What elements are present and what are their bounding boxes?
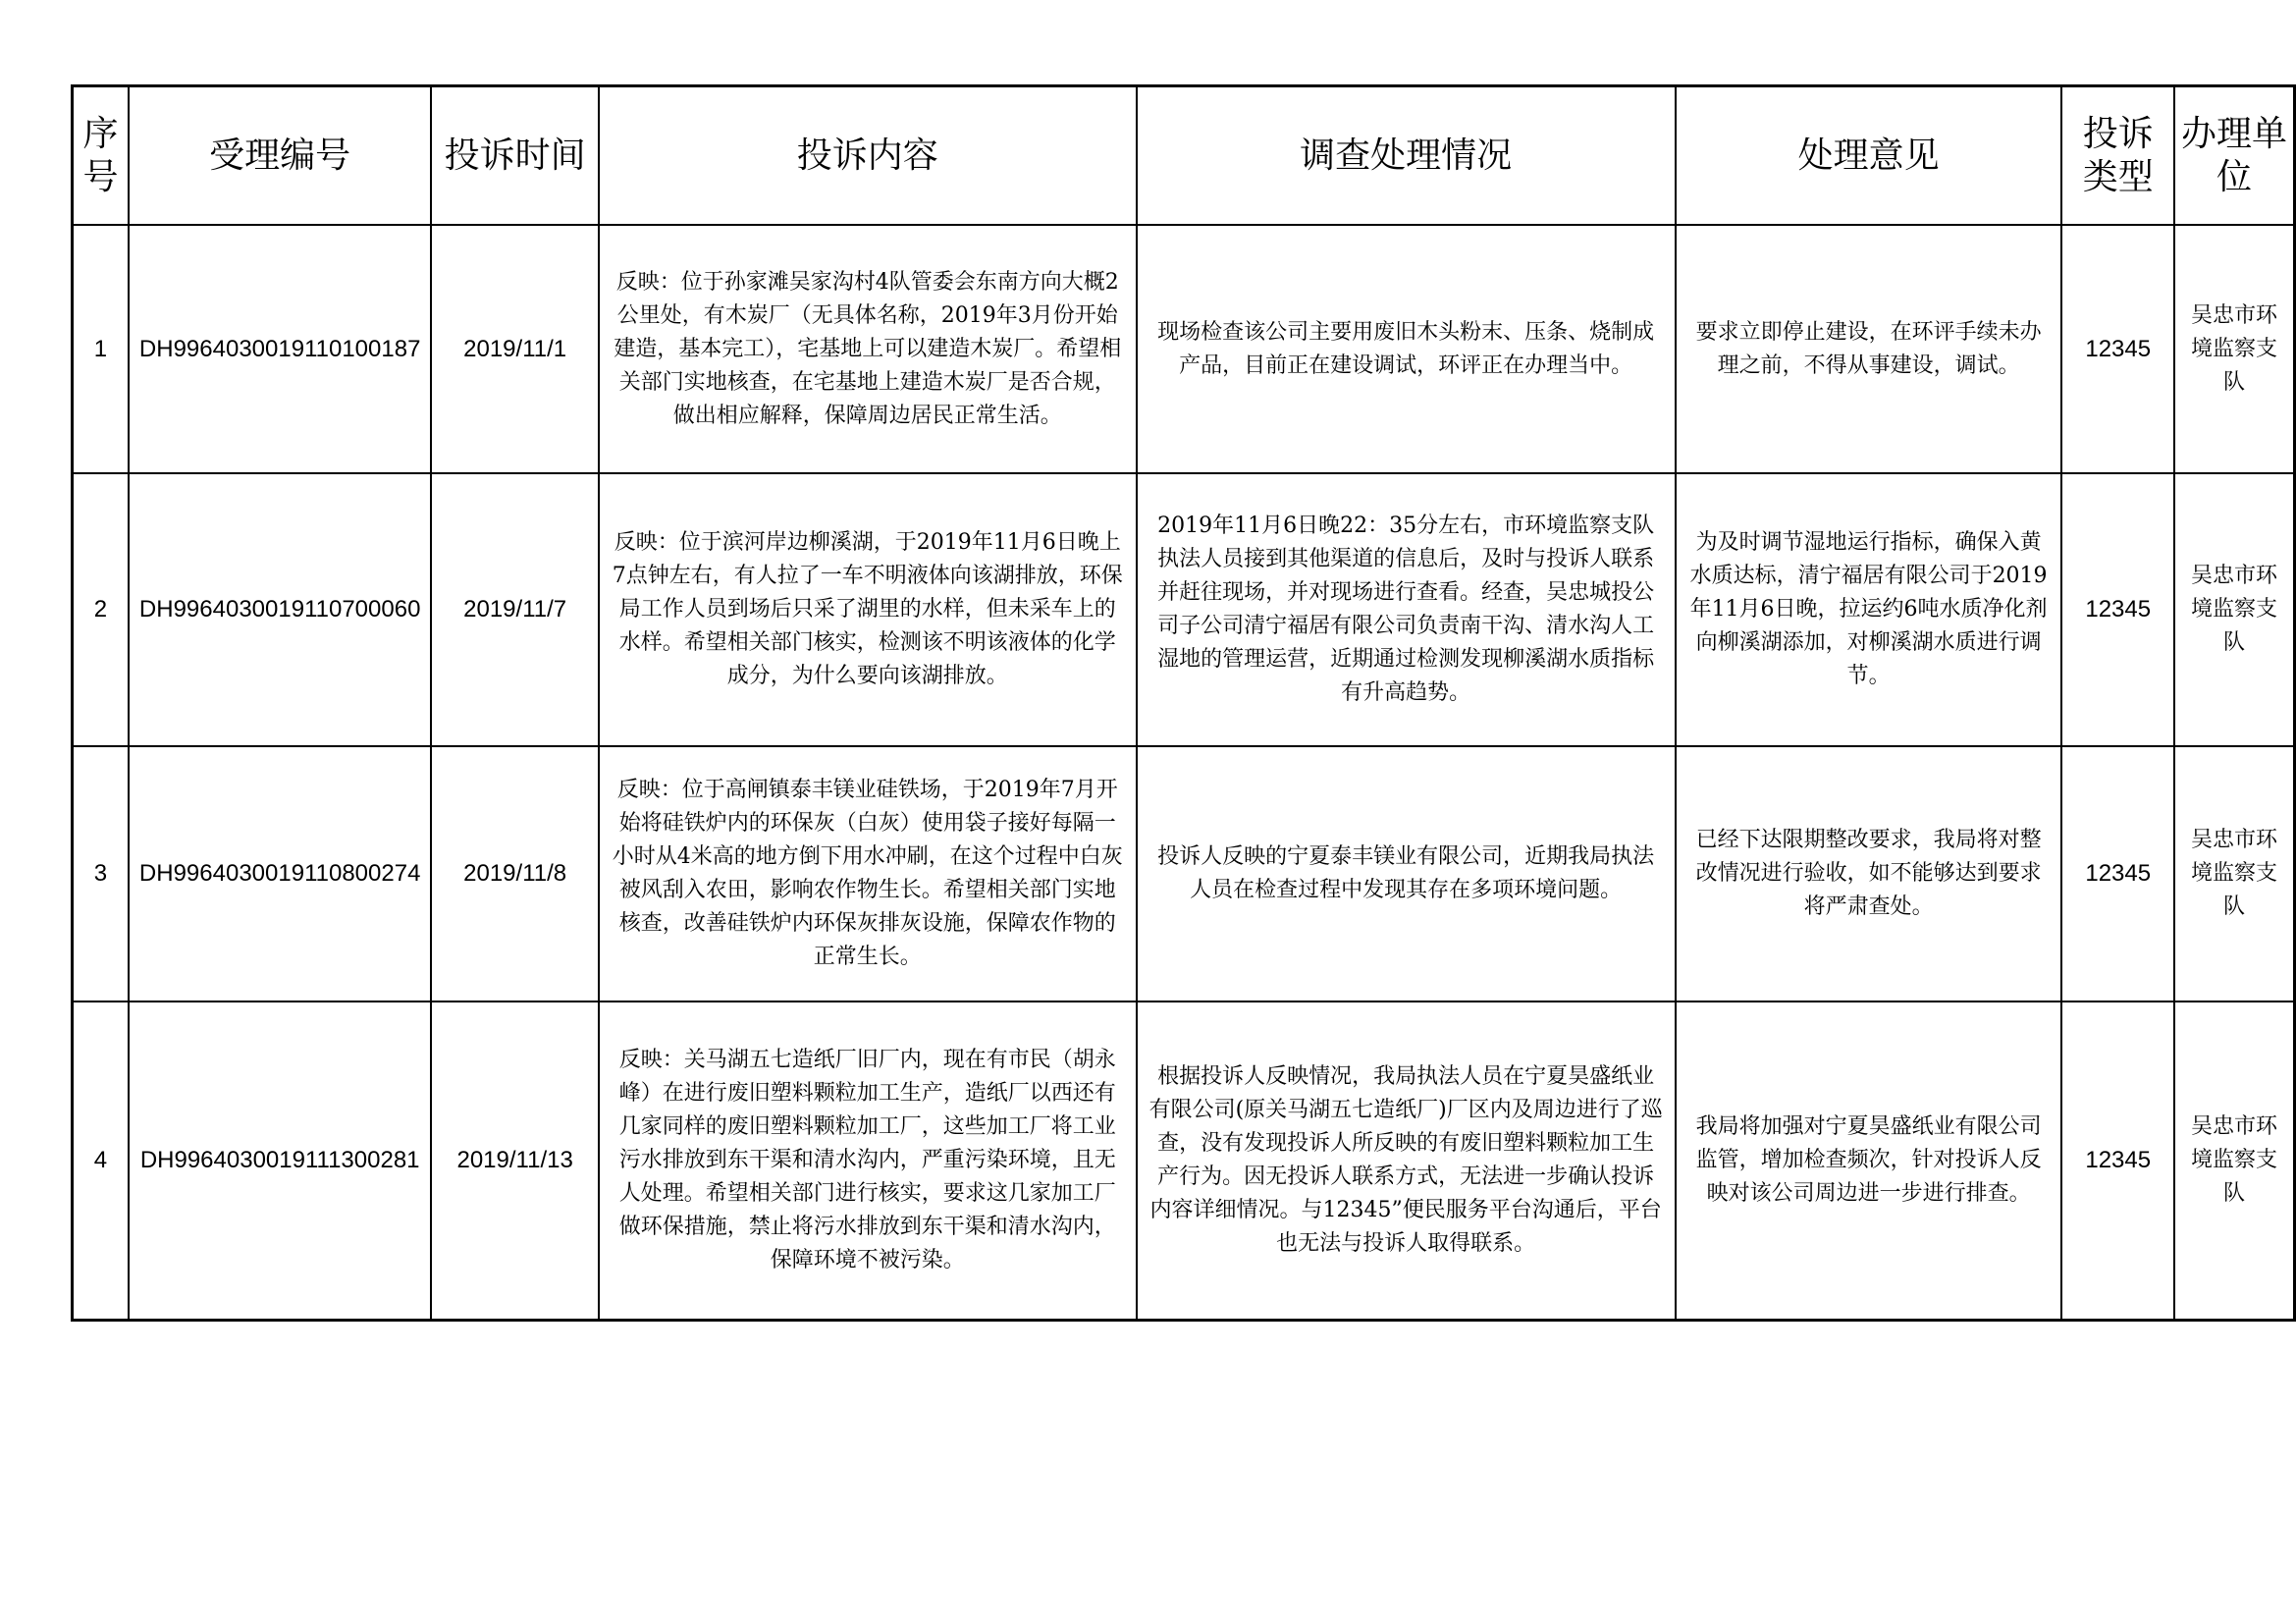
cell-time: 2019/11/7 [431, 473, 598, 746]
cell-opinion: 我局将加强对宁夏昊盛纸业有限公司监管，增加检查频次，针对投诉人反映对该公司周边进一步进行排查。 [1676, 1001, 2062, 1321]
cell-id: DH9964030019110800274 [129, 746, 432, 1001]
cell-investigation: 投诉人反映的宁夏泰丰镁业有限公司，近期我局执法人员在检查过程中发现其存在多项环境问题。 [1137, 746, 1676, 1001]
cell-investigation: 2019年11月6日晚22：35分左右，市环境监察支队执法人员接到其他渠道的信息后，及时与投诉人联系并赶往现场，并对现场进行查看。经查，吴忠城投公司子公司清宁福居有限公司负责南干沟、清水沟人工湿地的管理运营，近期通过检测发现柳溪湖水质指标有升高趋势。 [1137, 473, 1676, 746]
cell-id: DH9964030019110100187 [129, 225, 432, 473]
header-unit: 办理单位 [2174, 86, 2294, 226]
header-opinion: 处理意见 [1676, 86, 2062, 226]
table-row [73, 225, 2295, 473]
cell-seq: 4 [73, 1001, 129, 1321]
cell-type: 12345 [2061, 1001, 2174, 1321]
cell-unit: 吴忠市环境监察支队 [2174, 225, 2294, 473]
cell-type: 12345 [2061, 473, 2174, 746]
header-content: 投诉内容 [599, 86, 1137, 226]
cell-content: 反映：位于高闸镇泰丰镁业硅铁场，于2019年7月开始将硅铁炉内的环保灰（白灰）使用袋子接好每隔一小时从4米高的地方倒下用水冲刷，在这个过程中白灰被风刮入农田，影响农作物生长。希望相关部门实地核查，改善硅铁炉内环保灰排灰设施，保障农作物的正常生长。 [599, 746, 1137, 1001]
complaint-table-container [71, 84, 2296, 1322]
cell-content: 反映：关马湖五七造纸厂旧厂内，现在有市民（胡永峰）在进行废旧塑料颗粒加工生产，造纸厂以西还有几家同样的废旧塑料颗粒加工厂，这些加工厂将工业污水排放到东干渠和清水沟内，严重污染环境，且无人处理。希望相关部门进行核实，要求这几家加工厂做环保措施，禁止将污水排放到东干渠和清水沟内，保障环境不被污染。 [599, 1001, 1137, 1321]
complaint-table [71, 84, 2296, 1322]
cell-seq: 3 [73, 746, 129, 1001]
cell-type: 12345 [2061, 746, 2174, 1001]
cell-content: 反映：位于孙家滩吴家沟村4队管委会东南方向大概2公里处，有木炭厂（无具体名称，2019年3月份开始建造，基本完工），宅基地上可以建造木炭厂。希望相关部门实地核查，在宅基地上建造木炭厂是否合规，做出相应解释，保障周边居民正常生活。 [599, 225, 1137, 473]
cell-time: 2019/11/8 [431, 746, 598, 1001]
table-row [73, 746, 2295, 1001]
cell-type: 12345 [2061, 225, 2174, 473]
header-row [73, 86, 2295, 226]
cell-investigation: 现场检查该公司主要用废旧木头粉末、压条、烧制成产品，目前正在建设调试，环评正在办理当中。 [1137, 225, 1676, 473]
header-investigation: 调查处理情况 [1137, 86, 1676, 226]
cell-seq: 2 [73, 473, 129, 746]
header-seq: 序号 [73, 86, 129, 226]
cell-id: DH9964030019110700060 [129, 473, 432, 746]
cell-time: 2019/11/13 [431, 1001, 598, 1321]
header-id: 受理编号 [129, 86, 432, 226]
table-row [73, 473, 2295, 746]
cell-id: DH9964030019111300281 [129, 1001, 432, 1321]
table-row [73, 1001, 2295, 1321]
cell-content: 反映：位于滨河岸边柳溪湖，于2019年11月6日晚上7点钟左右，有人拉了一车不明液体向该湖排放，环保局工作人员到场后只采了湖里的水样，但未采车上的水样。希望相关部门核实，检测该不明该液体的化学成分，为什么要向该湖排放。 [599, 473, 1137, 746]
cell-unit: 吴忠市环境监察支队 [2174, 746, 2294, 1001]
header-time: 投诉时间 [431, 86, 598, 226]
cell-unit: 吴忠市环境监察支队 [2174, 473, 2294, 746]
cell-investigation: 根据投诉人反映情况，我局执法人员在宁夏昊盛纸业有限公司(原关马湖五七造纸厂)厂区内及周边进行了巡查，没有发现投诉人所反映的有废旧塑料颗粒加工生产行为。因无投诉人联系方式，无法进一步确认投诉内容详细情况。与12345”便民服务平台沟通后，平台也无法与投诉人取得联系。 [1137, 1001, 1676, 1321]
cell-time: 2019/11/1 [431, 225, 598, 473]
cell-opinion: 已经下达限期整改要求，我局将对整改情况进行验收，如不能够达到要求将严肃查处。 [1676, 746, 2062, 1001]
cell-opinion: 要求立即停止建设，在环评手续未办理之前，不得从事建设，调试。 [1676, 225, 2062, 473]
cell-seq: 1 [73, 225, 129, 473]
header-type: 投诉类型 [2061, 86, 2174, 226]
cell-opinion: 为及时调节湿地运行指标，确保入黄水质达标，清宁福居有限公司于2019年11月6日晚，拉运约6吨水质净化剂向柳溪湖添加，对柳溪湖水质进行调节。 [1676, 473, 2062, 746]
cell-unit: 吴忠市环境监察支队 [2174, 1001, 2294, 1321]
